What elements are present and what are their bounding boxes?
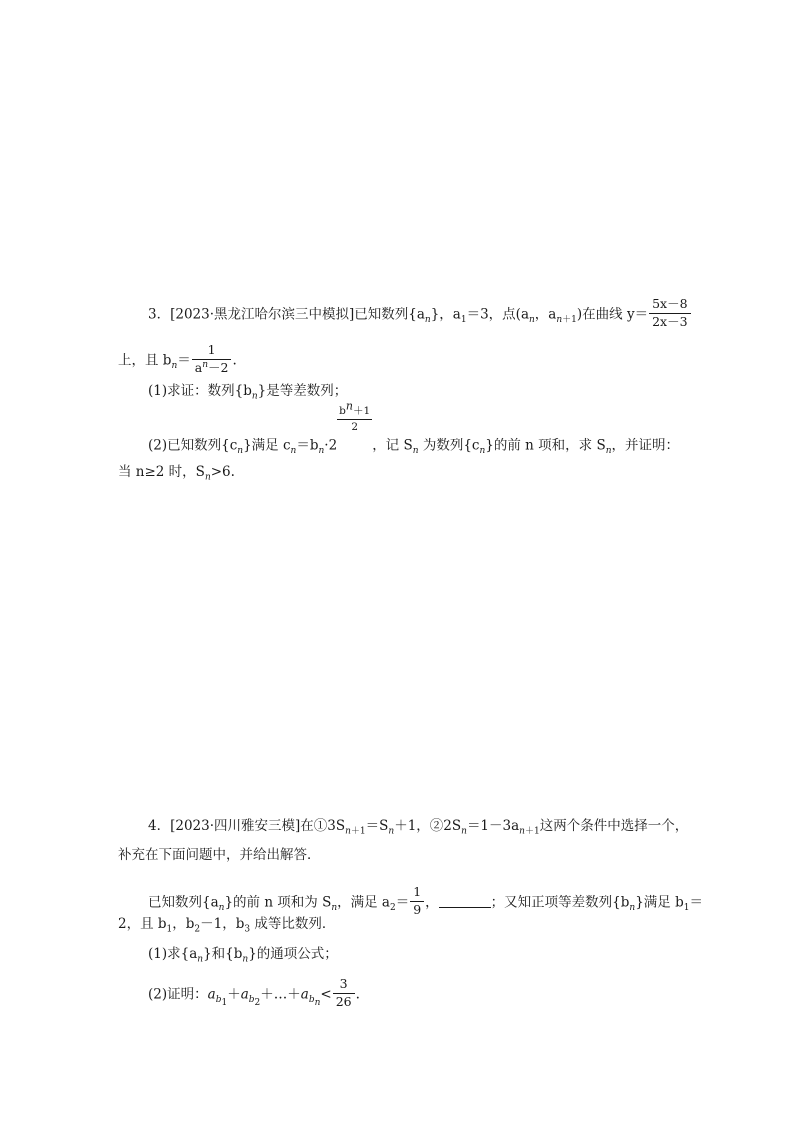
bn-fraction: $\frac{1}{a^n-2}$ [192, 344, 232, 374]
problem4-stem-line: 4．[2023·四川雅安三模]在$①3S_{n+1}=S_n+1$，$②2S_n=1-3a_{n+1}$这两个条件中选择一个， [148, 818, 689, 837]
problem4-part1: (1)求$\{a_n\}$和$\{b_n\}$的通项公式； [148, 946, 338, 965]
bound-fraction: $\frac{3}{26}$ [333, 978, 355, 1008]
problem3-part1: (1)求证：数列$\{b_n\}$是等差数列； [148, 383, 348, 402]
problem3-number: 3． [148, 306, 171, 323]
problem3-line2: 上，且 $b_n=$ $\frac{1}{a^n-2}$ . [118, 342, 237, 375]
problem3-conclusion: 当 n≥2 时，$S_n>6$. [118, 464, 235, 483]
problem4-part2: (2)证明：$a_{b_1}+a_{b_2}+\dots+a_{b_n}<$ $\frac{3}{26}$ . [148, 976, 360, 1009]
exponent-fraction: $\frac{b^n+1}{2}$ [339, 399, 371, 433]
a2-fraction: $\frac{1}{9}$ [410, 886, 424, 916]
fill-in-blank[interactable] [439, 895, 491, 908]
problem3-source: [2023·黑龙江哈尔滨三中模拟] [170, 306, 355, 323]
problem3-part2: (2)已知数列$\{c_n\}$满足 $c_n=b_n\cdot 2$ $\frac{b^n+1}{2}$ ，记 $S_n$ 为数列$\{c_n\}$的前 n 项和，求 $S_n$，并证明： [148, 399, 679, 457]
problem4-line2: 补充在下面问题中，并给出解答． [118, 847, 321, 863]
problem4-number: 4． [148, 818, 171, 834]
problem3-stem-line: 3．[2023·黑龙江哈尔滨三中模拟]已知数列$\{a_n\}$，$a_1=3$，点($a_n$，$a_{n+1}$)在曲线 y＝ $\frac{5x-8}{2x-3}$ [148, 300, 692, 330]
curve-fraction: $\frac{5x-8}{2x-3}$ [649, 298, 690, 328]
problem4-source: [2023·四川雅安三模] [170, 818, 301, 834]
problem4-line3: 已知数列$\{a_n\}$的前 n 项和为 $S_n$，满足 $a_2=$ $\frac{1}{9}$ ， ；又知正项等差数列$\{b_n\}$满足 $b_1=$ [148, 884, 703, 917]
problem4-line4: 2，且 $b_1$，$b_2-1$，$b_3$ 成等比数列． [118, 916, 336, 935]
